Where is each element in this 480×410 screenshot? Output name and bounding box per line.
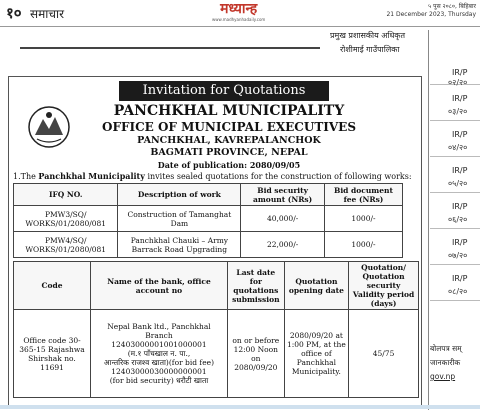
account-security: 12403000030000000001	[111, 367, 207, 376]
bank-name: Nepal Bank ltd., Panchkhal Branch	[107, 322, 211, 340]
doc-fee: 1000/-	[324, 206, 402, 232]
office-name: OFFICE OF MUNICIPAL EXECUTIVES	[102, 120, 356, 134]
header-opening: Quotation opening date	[284, 262, 348, 310]
last-date: on or before 12:00 Noon on 2080/09/20	[227, 310, 284, 398]
footer-text: बोलपत्र सम्	[430, 344, 462, 353]
intro-prefix: 1.The	[13, 172, 39, 181]
header-description: Description of work	[118, 184, 241, 206]
column-divider	[428, 30, 429, 410]
account-fee-name: (म.१ पाँचखाल न. पा.,	[127, 349, 191, 358]
header-ifq: IFQ NO.	[14, 184, 118, 206]
footer-link[interactable]: gov.np	[430, 372, 456, 381]
government-emblem-icon	[27, 105, 71, 149]
ir-label: IR/P	[452, 202, 468, 211]
previous-notice-text: प्रमुख प्रशासकीय अधिकृत	[330, 31, 406, 40]
work-description: Construction of Tamanghat Dam	[118, 206, 241, 232]
page-number: १०	[6, 4, 22, 22]
header-last-date: Last date for quotations submission	[227, 262, 284, 310]
page-bottom-rule	[0, 405, 480, 409]
list-item	[430, 120, 480, 157]
ir-label: IR/P	[452, 166, 468, 175]
list-item	[430, 84, 480, 121]
bank-details	[91, 310, 228, 398]
list-item	[430, 228, 480, 265]
section-label: समाचार	[30, 7, 65, 21]
submission-table	[13, 261, 419, 398]
ir-label: IR/P	[452, 68, 468, 77]
list-item	[430, 264, 480, 301]
header-validity: Quotation/ Quotation security Validity period (days)	[349, 262, 419, 310]
address: PANCHKHAL, KAVREPALANCHOK	[137, 135, 321, 146]
date-label: ०३/२०	[448, 107, 468, 116]
dateline	[386, 3, 476, 19]
province: BAGMATI PROVINCE, NEPAL	[150, 147, 308, 158]
header-bank: Name of the bank, office account no	[91, 262, 228, 310]
brand-logo: मध्यान्ह	[220, 1, 258, 17]
adjacent-notice-column	[430, 40, 480, 390]
table-header-row	[14, 262, 419, 310]
date-label: ०८/२०	[448, 287, 468, 296]
footer-text: जानकारीक	[430, 358, 461, 367]
date-label: ०५/२०	[448, 179, 468, 188]
divider	[20, 47, 320, 49]
newspaper-header	[0, 0, 480, 27]
ir-label: IR/P	[452, 238, 468, 247]
date-nepali: ५ पुस २०८०, बिहिबार	[428, 3, 476, 10]
works-table	[13, 183, 403, 258]
table-row	[14, 206, 403, 232]
ifq-no: PMW3/SQ/ WORKS/01/2080/081	[14, 206, 118, 232]
list-item	[430, 40, 480, 85]
opening-date: 2080/09/20 at 1:00 PM, at the office of Panchkhal Municipality.	[284, 310, 348, 398]
ir-label: IR/P	[452, 274, 468, 283]
work-description: Panchkhal Chauki – Army Barrack Road Upgrading	[118, 232, 241, 258]
quotation-notice	[8, 76, 422, 408]
bid-security: 40,000/-	[241, 206, 325, 232]
table-row	[14, 310, 419, 398]
date-label: ०७/२०	[448, 251, 468, 260]
list-item	[430, 156, 480, 193]
publication-date: Date of publication: 2080/09/05	[157, 160, 301, 170]
ir-label: IR/P	[452, 94, 468, 103]
date-label: ०४/२०	[448, 143, 468, 152]
table-header-row	[14, 184, 403, 206]
header-doc-fee: Bid document fee (NRs)	[324, 184, 402, 206]
list-item	[430, 192, 480, 229]
ifq-no: PMW4/SQ/ WORKS/01/2080/081	[14, 232, 118, 258]
header-code: Code	[14, 262, 91, 310]
date-label: ०२/२०	[448, 78, 468, 87]
office-code: Office code 30-365-15 Rajashwa Shirshak no. 11691	[14, 310, 91, 398]
doc-fee: 1000/-	[324, 232, 402, 258]
previous-notice-text: रोशीमाई गाउँपालिका	[340, 45, 400, 54]
date-label: ०६/२०	[448, 215, 468, 224]
notice-title: Invitation for Quotations	[119, 81, 329, 101]
date-english: 21 December 2023, Thursday	[386, 11, 476, 18]
header-bid-security: Bid security amount (NRs)	[241, 184, 325, 206]
ir-label: IR/P	[452, 130, 468, 139]
bid-security: 22,000/-	[241, 232, 325, 258]
municipality-name: PANCHKHAL MUNICIPALITY	[113, 103, 345, 119]
account-security-purpose: (for bid security) धरौटी खाता	[109, 376, 209, 385]
intro-bold: Panchkhal Municipality	[38, 171, 145, 181]
table-row	[14, 232, 403, 258]
intro-suffix: invites sealed quotations for the construction of following works:	[144, 172, 412, 181]
intro-text	[13, 171, 417, 182]
account-fee-purpose: आन्तरिक राजश्व खाता)(for bid fee)	[103, 358, 215, 367]
account-fee: 12403000001001000001	[111, 340, 207, 349]
masthead	[212, 2, 265, 22]
validity-period: 45/75	[349, 310, 419, 398]
brand-url: www.madhyanhadaily.com	[212, 17, 266, 22]
